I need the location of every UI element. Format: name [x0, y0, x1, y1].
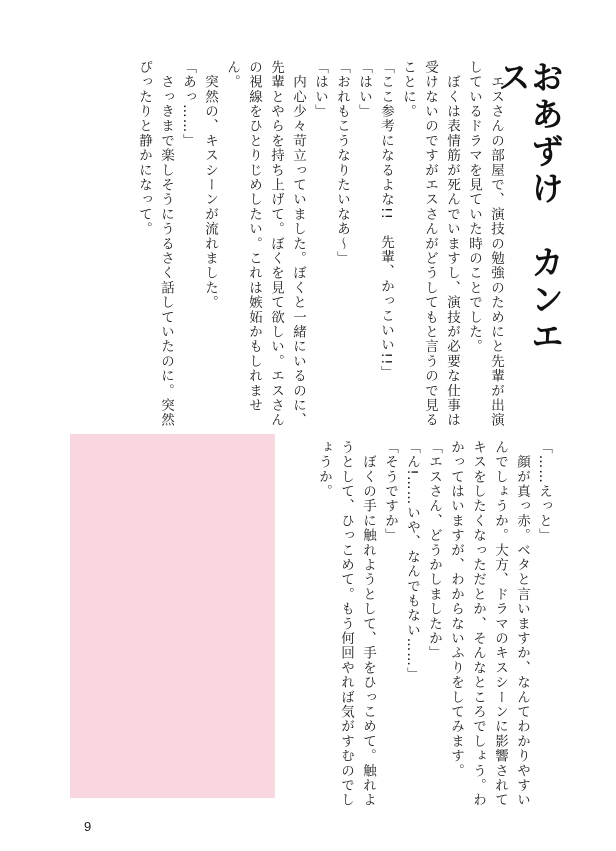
- top-text-block: [92, 60, 507, 430]
- paragraph: さっきまで楽しそうにうるさく話していたのに。突然ぴったりと静かになって。: [136, 60, 174, 428]
- dialogue-line: 「ん!……いや、なんでもない……」: [404, 440, 420, 682]
- paragraph: 突然の、キスシーンが流れました。: [202, 60, 218, 310]
- paragraph: 内心少々苛立っていました。ぼくと一緒にいるのに、先輩とやらを持ち上げて。ぼくを見て欲しい。エスさんの視線をひとりじめしたい。これは嫉妬かもしれません。: [224, 60, 306, 428]
- paragraph: ぼくは表情筋が死んでいますし、演技が必要な仕事は受けないのですがエスさんがどうしてもと言うので見ることに。: [400, 60, 460, 428]
- dialogue-line: 「エスさん、どうかしましたか」: [426, 440, 442, 661]
- paragraph: エスさんの部屋で、演技の勉強のためにと先輩が出演しているドラマを見ていた時のことでした。: [466, 60, 504, 428]
- dialogue-line: 「あっ……」: [180, 60, 196, 149]
- paragraph: ぼくの手に触れようとして、手をひっこめて。触れようとして、ひっこめて。もう何回やれば気がすむのでしょうか。: [316, 440, 376, 808]
- chapter-title: おあずけ カンエス: [493, 60, 565, 356]
- illustration-placeholder: [70, 434, 275, 798]
- dialogue-line: 「そうですか」: [382, 440, 398, 543]
- dialogue-line: 「ここ参考になるよな!! 先輩、かっこいい!!」: [378, 60, 394, 381]
- paragraph: 顔が真っ赤。ベタと言いますか、なんてわかりやすいんでしょうか。大方、ドラマのキスシーンに影響されてキスをしたくなっただとか、そんなところでしょう。わかってはいますが、わからないふりをしてみます。: [448, 440, 530, 808]
- dialogue-line: 「おれもこうなりたいなあ〜」: [334, 60, 350, 266]
- bottom-text-block: [285, 440, 555, 810]
- dialogue-line: 「はい」: [356, 60, 372, 119]
- page-number: 9: [84, 819, 92, 834]
- dialogue-line: 「……えっと」: [536, 440, 552, 543]
- dialogue-line: 「はい」: [312, 60, 328, 119]
